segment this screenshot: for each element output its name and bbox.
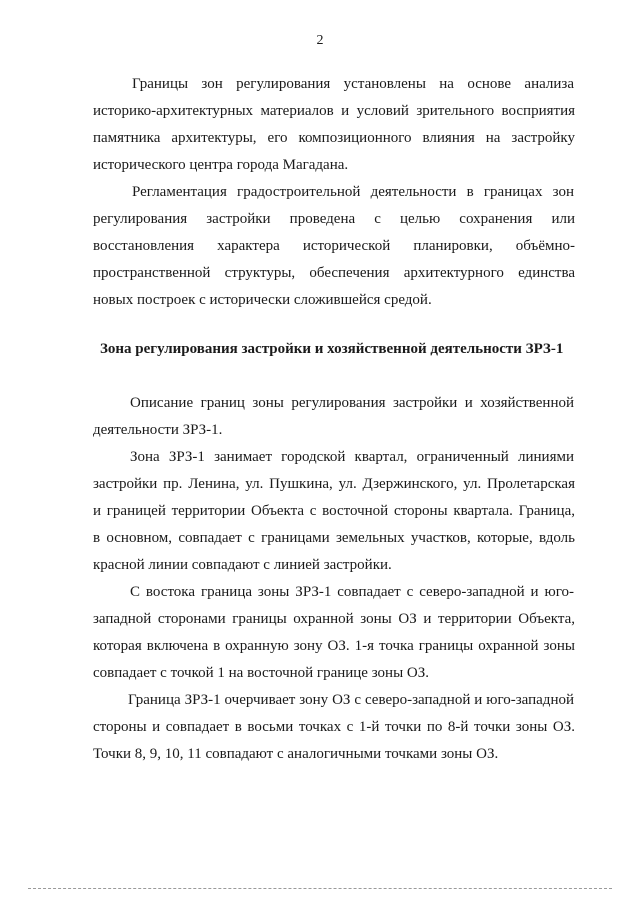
text-line: С востока граница зоны ЗРЗ-1 совпадает с северо-западной и юго- [130, 584, 574, 600]
text-line: Описание границ зоны регулирования застройки и хозяйственной [130, 395, 574, 411]
text-line: Граница ЗРЗ-1 очерчивает зону ОЗ с северо-западной и юго-западной [128, 692, 574, 708]
text-line: совпадает с точкой 1 на восточной границе зоны ОЗ. [93, 665, 430, 681]
text-line: памятника архитектуры, его композиционного влияния на застройку [93, 130, 575, 146]
text-line: западной сторонами границы охранной зоны ОЗ и территории Объекта, [93, 611, 575, 627]
text-line: застройки пр. Ленина, ул. Пушкина, ул. Дзержинского, ул. Пролетарская [93, 476, 575, 492]
text-line: деятельности ЗРЗ-1. [93, 422, 223, 438]
text-line: Границы зон регулирования установлены на основе анализа [132, 76, 574, 92]
text-line: Зона ЗРЗ-1 занимает городской квартал, ограниченный линиями [130, 449, 574, 465]
text-line: новых построек с исторически сложившейся средой. [93, 292, 432, 308]
section-heading: Зона регулирования застройки и хозяйственной деятельности ЗРЗ-1 [100, 341, 564, 357]
text-line: исторического центра города Магадана. [93, 157, 349, 173]
text-line: которая включена в охранную зону ОЗ. 1-я точка границы охранной зоны [93, 638, 575, 654]
text-line: в основном, совпадает с границами земельных участков, которые, вдоль [93, 530, 575, 546]
text-line: восстановления характера исторической планировки, объёмно- [93, 238, 575, 254]
text-line: Регламентация градостроительной деятельности в границах зон [132, 184, 574, 200]
text-line: пространственной структуры, обеспечения архитектурного единства [93, 265, 575, 281]
text-line: стороны и совпадает в восьми точках с 1-й точки по 8-й точки зоны ОЗ. [93, 719, 575, 735]
text-line: красной линии совпадают с линией застройки. [93, 557, 392, 573]
text-line: регулирования застройки проведена с целью сохранения или [93, 211, 575, 227]
page-number: 2 [316, 33, 324, 48]
bottom-scan-edge [28, 888, 612, 889]
text-line: и границей территории Объекта с восточной стороны квартала. Граница, [93, 503, 575, 519]
text-line: Точки 8, 9, 10, 11 совпадают с аналогичными точками зоны ОЗ. [93, 746, 499, 762]
text-line: историко-архитектурных материалов и условий зрительного восприятия [93, 103, 575, 119]
